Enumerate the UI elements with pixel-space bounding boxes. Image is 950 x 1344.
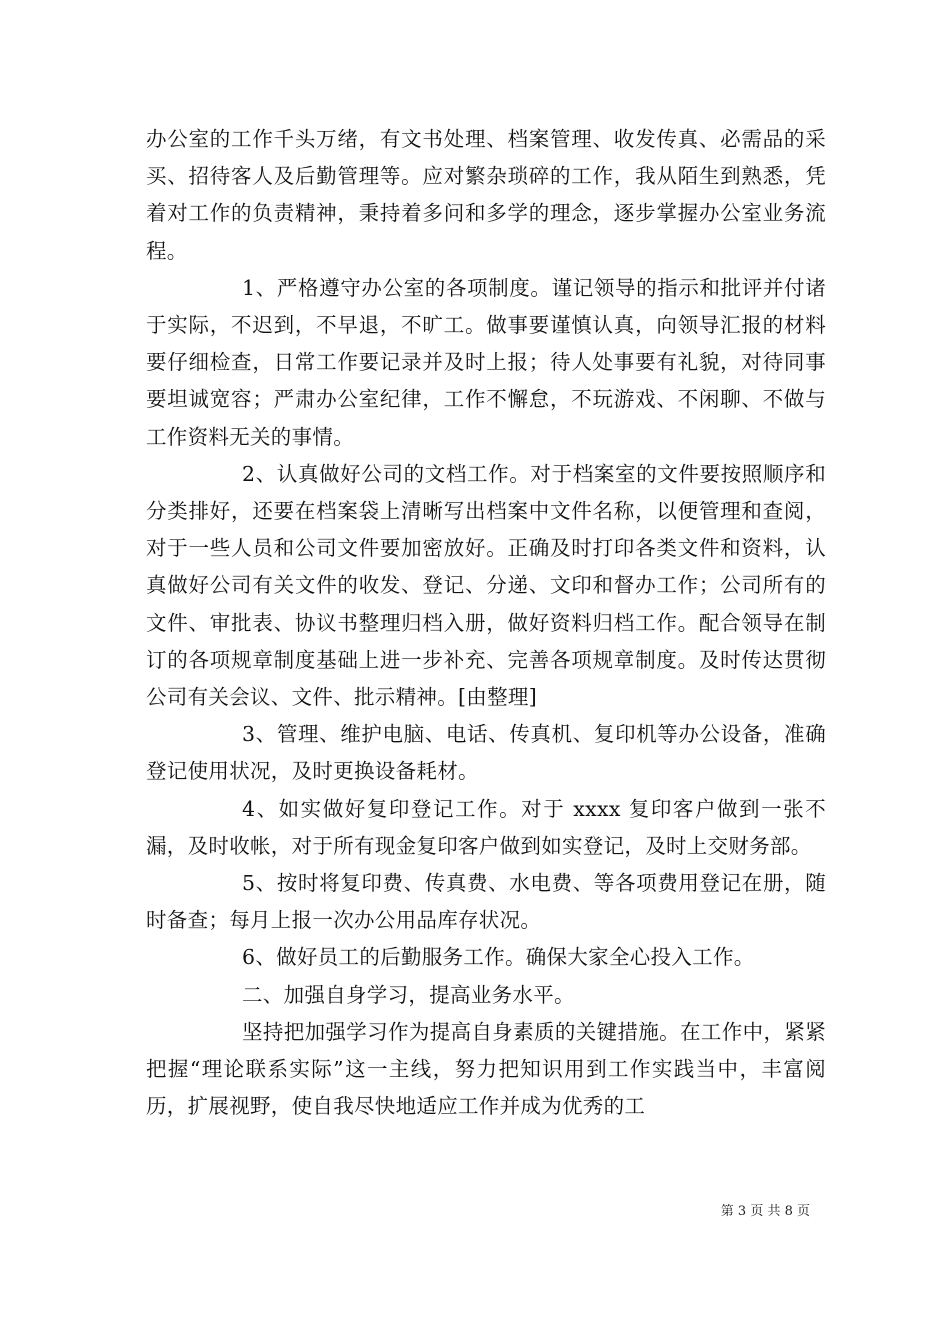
page-number-footer: 第 3 页 共 8 页 (720, 1204, 810, 1219)
paragraph-item-6: 6、做好员工的后勤服务工作。确保大家全心投入工作。 (242, 945, 755, 970)
paragraph-intro: 办公室的工作千头万绪，有文书处理、档案管理、收发传真、必需品的采买、招待客人及后勤管理等。应对繁杂琐碎的工作，我从陌生到熟悉，凭着对工作的负责精神，秉持着多问和多学的理念，逐步掌握办公室业务流程。 (146, 127, 826, 263)
document-body (146, 121, 826, 1125)
paragraph-item-2: 2、认真做好公司的文档工作。对于档案室的文件要按照顺序和分类排好，还要在档案袋上清晰写出档案中文件名称，以便管理和查阅，对于一些人员和公司文件要加密放好。正确及时打印各类文件和资料，认真做好公司有关文件的收发、登记、分递、文印和督办工作；公司所有的文件、审批表、协议书整理归档入册，做好资料归档工作。配合领导在制订的各项规章制度基础上进一步补充、完善各项规章制度。及时传达贯彻公司有关会议、文件、批示精神。[由整理] (146, 461, 826, 710)
paragraph-item-3: 3、管理、维护电脑、电话、传真机、复印机等办公设备，准确登记使用状况，及时更换设备耗材。 (146, 722, 826, 784)
section-heading-2: 二、加强自身学习，提高业务水平。 (242, 982, 575, 1007)
paragraph-item-4: 4、如实做好复印登记工作。对于 xxxx 复印客户做到一张不漏，及时收帐，对于所有现金复印客户做到如实登记，及时上交财务部。 (146, 796, 826, 858)
paragraph-item-5: 5、按时将复印费、传真费、水电费、等各项费用登记在册，随时备查；每月上报一次办公用品库存状况。 (146, 871, 826, 933)
paragraph-item-1: 1、严格遵守办公室的各项制度。谨记领导的指示和批评并付诸于实际，不迟到，不早退，不旷工。做事要谨慎认真，向领导汇报的材料要仔细检查，日常工作要记录并及时上报；待人处事要有礼貌，对待同事要坦诚宽容；严肃办公室纪律，工作不懈怠，不玩游戏、不闲聊、不做与工作资料无关的事情。 (146, 275, 826, 449)
paragraph-study: 坚持把加强学习作为提高自身素质的关键措施。在工作中，紧紧把握“理论联系实际”这一主线，努力把知识用到工作实践当中，丰富阅历，扩展视野，使自我尽快地适应工作并成为优秀的工 (146, 1019, 826, 1119)
